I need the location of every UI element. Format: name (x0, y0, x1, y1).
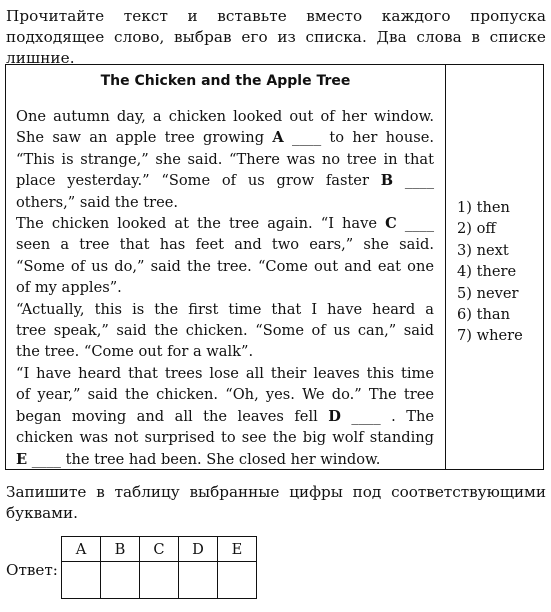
answer-cell-a[interactable] (62, 562, 101, 599)
gap-letter: C (385, 215, 397, 233)
story-line: “I have heard that trees lose all their leaves this time (16, 364, 434, 382)
word-option: 4) there (457, 263, 517, 281)
story-line: of year,” said the chicken. “Oh, yes. We do.” The tree (16, 386, 434, 404)
word-option: 3) next (457, 241, 509, 259)
gap-letter: E (16, 450, 28, 468)
answer-cell-e[interactable] (218, 562, 257, 599)
story-line: “This is strange,” she said. “There was no tree in that (16, 150, 434, 168)
answer-letter: A (62, 537, 101, 562)
answer-cell-d[interactable] (179, 562, 218, 599)
story-line: began moving and all the leaves fell D ____ . The (16, 407, 435, 425)
story-line: One autumn day, a chicken looked out of her window. (16, 108, 434, 125)
story-line: place yesterday.” “Some of us grow faster B ____ (16, 172, 435, 190)
answer-table (61, 536, 257, 599)
answer-cell-c[interactable] (140, 562, 179, 599)
story-line: She saw an apple tree growing A ____ to her house. (16, 129, 434, 147)
story-line: “Some of us do,” said the tree. “Come out and eat one (16, 257, 434, 275)
story-text (16, 106, 434, 470)
answer-letter: C (140, 537, 179, 562)
story-line: The chicken looked at the tree again. “I have C ____ (16, 215, 435, 233)
word-option: 5) never (457, 284, 519, 302)
story-line: chicken was not surprised to see the big wolf standing (16, 429, 434, 447)
story-line: of my apples”. (16, 279, 122, 297)
answer-letter: E (218, 537, 257, 562)
task-instruction: Прочитайте текст и вставьте вместо каждого пропуска подходящее слово, выбрав его из списка. Два слова в списке лишние. (6, 7, 546, 67)
story-line: tree speak,” said the chicken. “Some of us can,” said (16, 322, 434, 340)
answer-letters-row (62, 537, 257, 562)
word-option: 2) off (457, 220, 496, 238)
task-box (5, 64, 544, 470)
story-line: others,” said the tree. (16, 193, 179, 211)
answer-letter: D (179, 537, 218, 562)
story-line: E ____ the tree had been. She closed her window. (16, 450, 381, 468)
story-line: the tree. “Come out for a walk”. (16, 343, 254, 361)
story-title: The Chicken and the Apple Tree (100, 73, 351, 89)
gap-letter: D (328, 407, 341, 425)
column-divider (445, 65, 446, 469)
gap-letter: B (380, 172, 394, 190)
word-option: 7) where (457, 327, 523, 345)
gap-letter: A (272, 129, 284, 147)
answer-cell-b[interactable] (101, 562, 140, 599)
answer-letter: B (101, 537, 140, 562)
answer-label: Ответ: (6, 561, 58, 579)
word-options-list (457, 197, 523, 347)
answer-values-row (62, 562, 257, 599)
word-option: 6) than (457, 306, 510, 324)
story-line: seen a tree that has feet and two ears,” she said. (16, 236, 434, 254)
story-line: “Actually, this is the first time that I have heard a (16, 300, 434, 318)
word-option: 1) then (457, 199, 510, 216)
answer-instruction: Запишите в таблицу выбранные цифры под соответствующими буквами. (6, 483, 546, 522)
